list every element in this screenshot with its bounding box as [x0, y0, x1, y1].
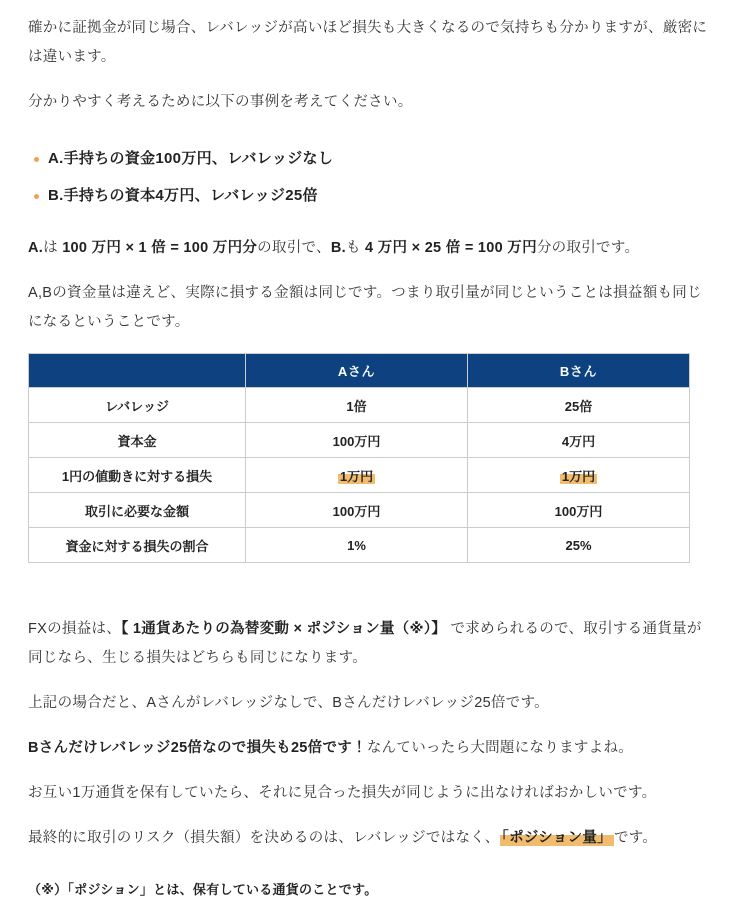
bullet-item-label: A.手持ちの資金100万円、レバレッジなし — [48, 150, 334, 167]
value-cell — [246, 458, 468, 493]
row-label-cell: 取引に必要な金額 — [29, 493, 246, 528]
row-label-cell: レバレッジ — [29, 388, 246, 423]
bullet-item — [34, 147, 709, 171]
table-row — [29, 493, 690, 528]
paragraph — [28, 689, 709, 718]
text-segment: 最終的に取引のリスク（損失額）を決めるのは、レバレッジではなく、 — [28, 830, 500, 846]
text-segment: お互い1万通貨を保有していたら、それに見合った損失が同じように出なければおかしいです。 — [28, 785, 657, 801]
value-cell: 1倍 — [246, 388, 468, 423]
table-row — [29, 528, 690, 563]
table-row — [29, 458, 690, 493]
row-label-cell: 資本金 — [29, 423, 246, 458]
table-header-cell: Aさん — [246, 354, 468, 388]
note-text — [28, 879, 709, 901]
text-segment: の取引で、 — [257, 240, 331, 256]
row-label-cell: 1円の値動きに対する損失 — [29, 458, 246, 493]
table-header-row — [29, 354, 690, 388]
text-segment: 【 1通貨あたりの為替変動 × ポジション量（※）】 — [121, 621, 447, 637]
row-label-cell: 資金に対する損失の割合 — [29, 528, 246, 563]
table-row — [29, 388, 690, 423]
value-cell: 100万円 — [246, 423, 468, 458]
text-segment: で求められるので、取引する通貨量が同じなら、生じる損失はどちらも同じになります。 — [28, 621, 702, 666]
bullet-list — [34, 147, 709, 208]
highlight-text: 「ポジション量」 — [501, 830, 612, 846]
text-segment: 分かりやすく考えるために以下の事例を考えてください。 — [28, 94, 413, 110]
bullet-dot-icon — [34, 157, 39, 162]
table-body — [29, 388, 690, 563]
comparison-table — [28, 353, 690, 563]
article-body — [28, 14, 709, 901]
text-segment: は — [43, 240, 63, 256]
bullet-item-label: B.手持ちの資本4万円、レバレッジ25倍 — [48, 187, 318, 204]
table-head — [29, 354, 690, 388]
paragraph — [28, 779, 709, 808]
text-segment: A. — [28, 240, 44, 256]
text-segment: FXの損益は、 — [28, 621, 122, 637]
text-segment: B. — [330, 240, 346, 256]
text-segment: Bさんだけレバレッジ25倍なので損失も25倍です！ — [28, 740, 367, 756]
paragraph — [28, 88, 709, 117]
text-segment: も — [345, 240, 366, 256]
paragraph — [28, 615, 709, 673]
text-segment: 100 万円 × 1 倍 = 100 万円分 — [62, 240, 258, 256]
text-segment: 4 万円 × 25 倍 = 100 万円 — [365, 240, 537, 256]
paragraph — [28, 279, 709, 337]
highlight-text: 1万円 — [561, 468, 596, 484]
table-header-cell: Bさん — [468, 354, 690, 388]
value-cell — [468, 458, 690, 493]
table-header-cell — [29, 354, 246, 388]
value-cell: 25倍 — [468, 388, 690, 423]
paragraph — [28, 234, 709, 263]
text-segment: なんていったら大問題になりますよね。 — [366, 740, 634, 756]
value-cell: 100万円 — [468, 493, 690, 528]
value-cell: 1% — [246, 528, 468, 563]
text-segment: です。 — [613, 830, 658, 846]
text-segment: 分の取引です。 — [536, 240, 640, 256]
value-cell: 100万円 — [246, 493, 468, 528]
value-cell: 4万円 — [468, 423, 690, 458]
text-segment: 上記の場合だと、Aさんがレバレッジなしで、Bさんだけレバレッジ25倍です。 — [28, 695, 549, 711]
paragraph — [28, 14, 709, 72]
paragraph — [28, 734, 709, 763]
bullet-item — [34, 184, 709, 208]
highlight-text: 1万円 — [339, 468, 374, 484]
text-segment: A,Bの資金量は違えど、実際に損する金額は同じです。つまり取引量が同じということは損益額も同じになるということです。 — [28, 285, 702, 330]
paragraph — [28, 824, 709, 853]
text-segment: （※）「ポジション」とは、保有している通貨のことです。 — [28, 882, 378, 897]
table-row — [29, 423, 690, 458]
bullet-dot-icon — [34, 194, 39, 199]
value-cell: 25% — [468, 528, 690, 563]
text-segment: 確かに証拠金が同じ場合、レバレッジが高いほど損失も大きくなるので気持ちも分かりますが、厳密には違います。 — [28, 20, 708, 65]
